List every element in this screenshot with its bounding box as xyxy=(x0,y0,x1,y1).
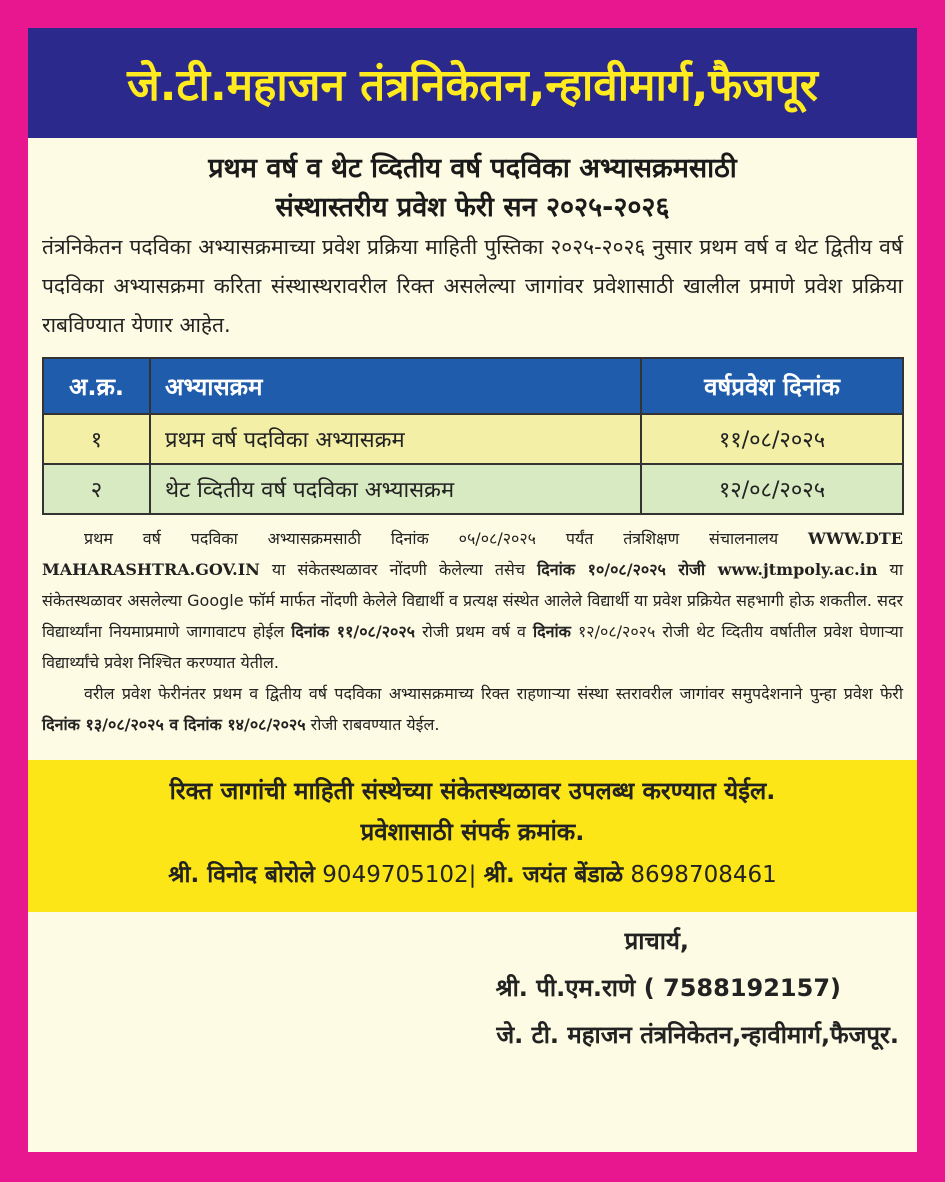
header-serial: अ.क्र. xyxy=(43,358,150,414)
details-bold-date: दिनांक ११/०८/२०२५ xyxy=(291,622,415,641)
details-paragraph-1 xyxy=(42,523,903,678)
notice-frame xyxy=(28,28,917,1152)
details-bold-date: दिनांक १३/०८/२०२५ व दिनांक १४/०८/२०२५ xyxy=(42,715,306,734)
contact-1-name: श्री. विनोद बोरोले xyxy=(168,862,315,888)
table-row xyxy=(43,464,903,514)
row-serial: १ xyxy=(43,414,150,464)
details-text: रोजी राबवण्यात येईल. xyxy=(305,715,440,734)
details-text: रोजी प्रथम वर्ष व xyxy=(415,622,533,641)
dte-website-link[interactable]: WWW.DTE MAHARASHTRA.GOV.IN xyxy=(42,529,903,579)
contact-numbers xyxy=(28,857,917,889)
contact-2-name: श्री. जयंत बेंडाळे xyxy=(483,862,624,888)
details-paragraph-2 xyxy=(42,678,903,740)
row-course: प्रथम वर्ष पदविका अभ्यासक्रम xyxy=(150,414,641,464)
details-text: या संकेतस्थळावर नोंदणी केलेल्या तसेच xyxy=(259,560,538,579)
principal-title: प्राचार्य, xyxy=(624,927,689,955)
contact-2-phone[interactable]: 8698708461 xyxy=(630,862,777,888)
heading-line-1: प्रथम वर्ष व थेट व्दितीय वर्ष पदविका अभ्यासक्रमसाठी xyxy=(208,153,737,184)
banner-title: जे.टी.महाजन तंत्रनिकेतन,न्हावीमार्ग,फैजपूर xyxy=(127,60,818,111)
table-header-row xyxy=(43,358,903,414)
college-website-link[interactable]: दिनांक १०/०८/२०२५ रोजी www.jtmpoly.ac.in xyxy=(537,560,878,579)
row-date: १२/०८/२०२५ xyxy=(641,464,903,514)
vacancy-notice: रिक्त जागांची माहिती संस्थेच्या संकेतस्थळावर उपलब्ध करण्यात येईल. xyxy=(169,777,776,805)
header-course: अभ्यासक्रम xyxy=(150,358,641,414)
details-text: प्रथम वर्ष पदविका अभ्यासक्रमसाठी दिनांक ०५/०८/२०२५ पर्यंत तंत्रशिक्षण संचालनालय xyxy=(84,529,809,548)
row-course: थेट व्दितीय वर्ष पदविका अभ्यासक्रम xyxy=(150,464,641,514)
admission-table xyxy=(42,357,904,515)
header-date: वर्षप्रवेश दिनांक xyxy=(641,358,903,414)
contact-heading: प्रवेशासाठी संपर्क क्रमांक. xyxy=(360,818,585,846)
row-date: ११/०८/२०२५ xyxy=(641,414,903,464)
details-text: या संकेतस्थळावर असलेल्या Google फॉर्म मार्फत नोंदणी केलेले विद्यार्थी व प्रत्यक्ष संस्थेत आलेले विद्यार्थी या प्रवेश प्रक्रियेत सहभागी होऊ शकतील. सदर विद्यार्थ्यांना नियमाप्रमाणे जागावाटप होईल xyxy=(42,560,903,641)
contact-separator: | xyxy=(468,862,477,888)
details-section xyxy=(28,515,917,740)
details-text: १२/०८/२०२५ रोजी थेट व्दितीय वर्षातील प्रवेश घेणाऱ्या विद्यार्थ्यांचे प्रवेश निश्चित करण्यात येतील. xyxy=(42,622,903,672)
notice-heading xyxy=(28,148,917,224)
intro-paragraph: तंत्रनिकेतन पदविका अभ्यासक्रमाच्या प्रवेश प्रक्रिया माहिती पुस्तिका २०२५-२०२६ नुसार प्रथम वर्ष व थेट द्वितीय वर्ष पदविका अभ्यासक्रमा करिता संस्थास्थरावरील रिक्त असलेल्या जागांवर प्रवेशासाठी खालील प्रमाणे प्रवेश प्रक्रिया राबविण्यात येणार आहेत. xyxy=(42,235,903,337)
institute-name: जे. टी. महाजन तंत्रनिकेतन,न्हावीमार्ग,फैजपूर. xyxy=(496,1021,899,1049)
table-row xyxy=(43,414,903,464)
signature-block xyxy=(28,918,917,1059)
contact-1-phone[interactable]: 9049705102 xyxy=(322,862,469,888)
details-text: वरील प्रवेश फेरीनंतर प्रथम व द्वितीय वर्ष पदविका अभ्यासक्रमाच्य रिक्त राहणाऱ्या संस्था स्तरावरील जागांवर समुपदेशनाने पुन्हा प्रवेश फेरी xyxy=(84,684,903,703)
title-banner xyxy=(28,28,917,138)
heading-line-2: संस्थास्तरीय प्रवेश फेरी सन २०२५-२०२६ xyxy=(275,192,670,223)
contact-notice-band xyxy=(28,760,917,912)
details-bold-date: दिनांक xyxy=(532,622,571,641)
row-serial: २ xyxy=(43,464,150,514)
principal-name: श्री. पी.एम.राणे ( 7588192157) xyxy=(495,974,841,1002)
